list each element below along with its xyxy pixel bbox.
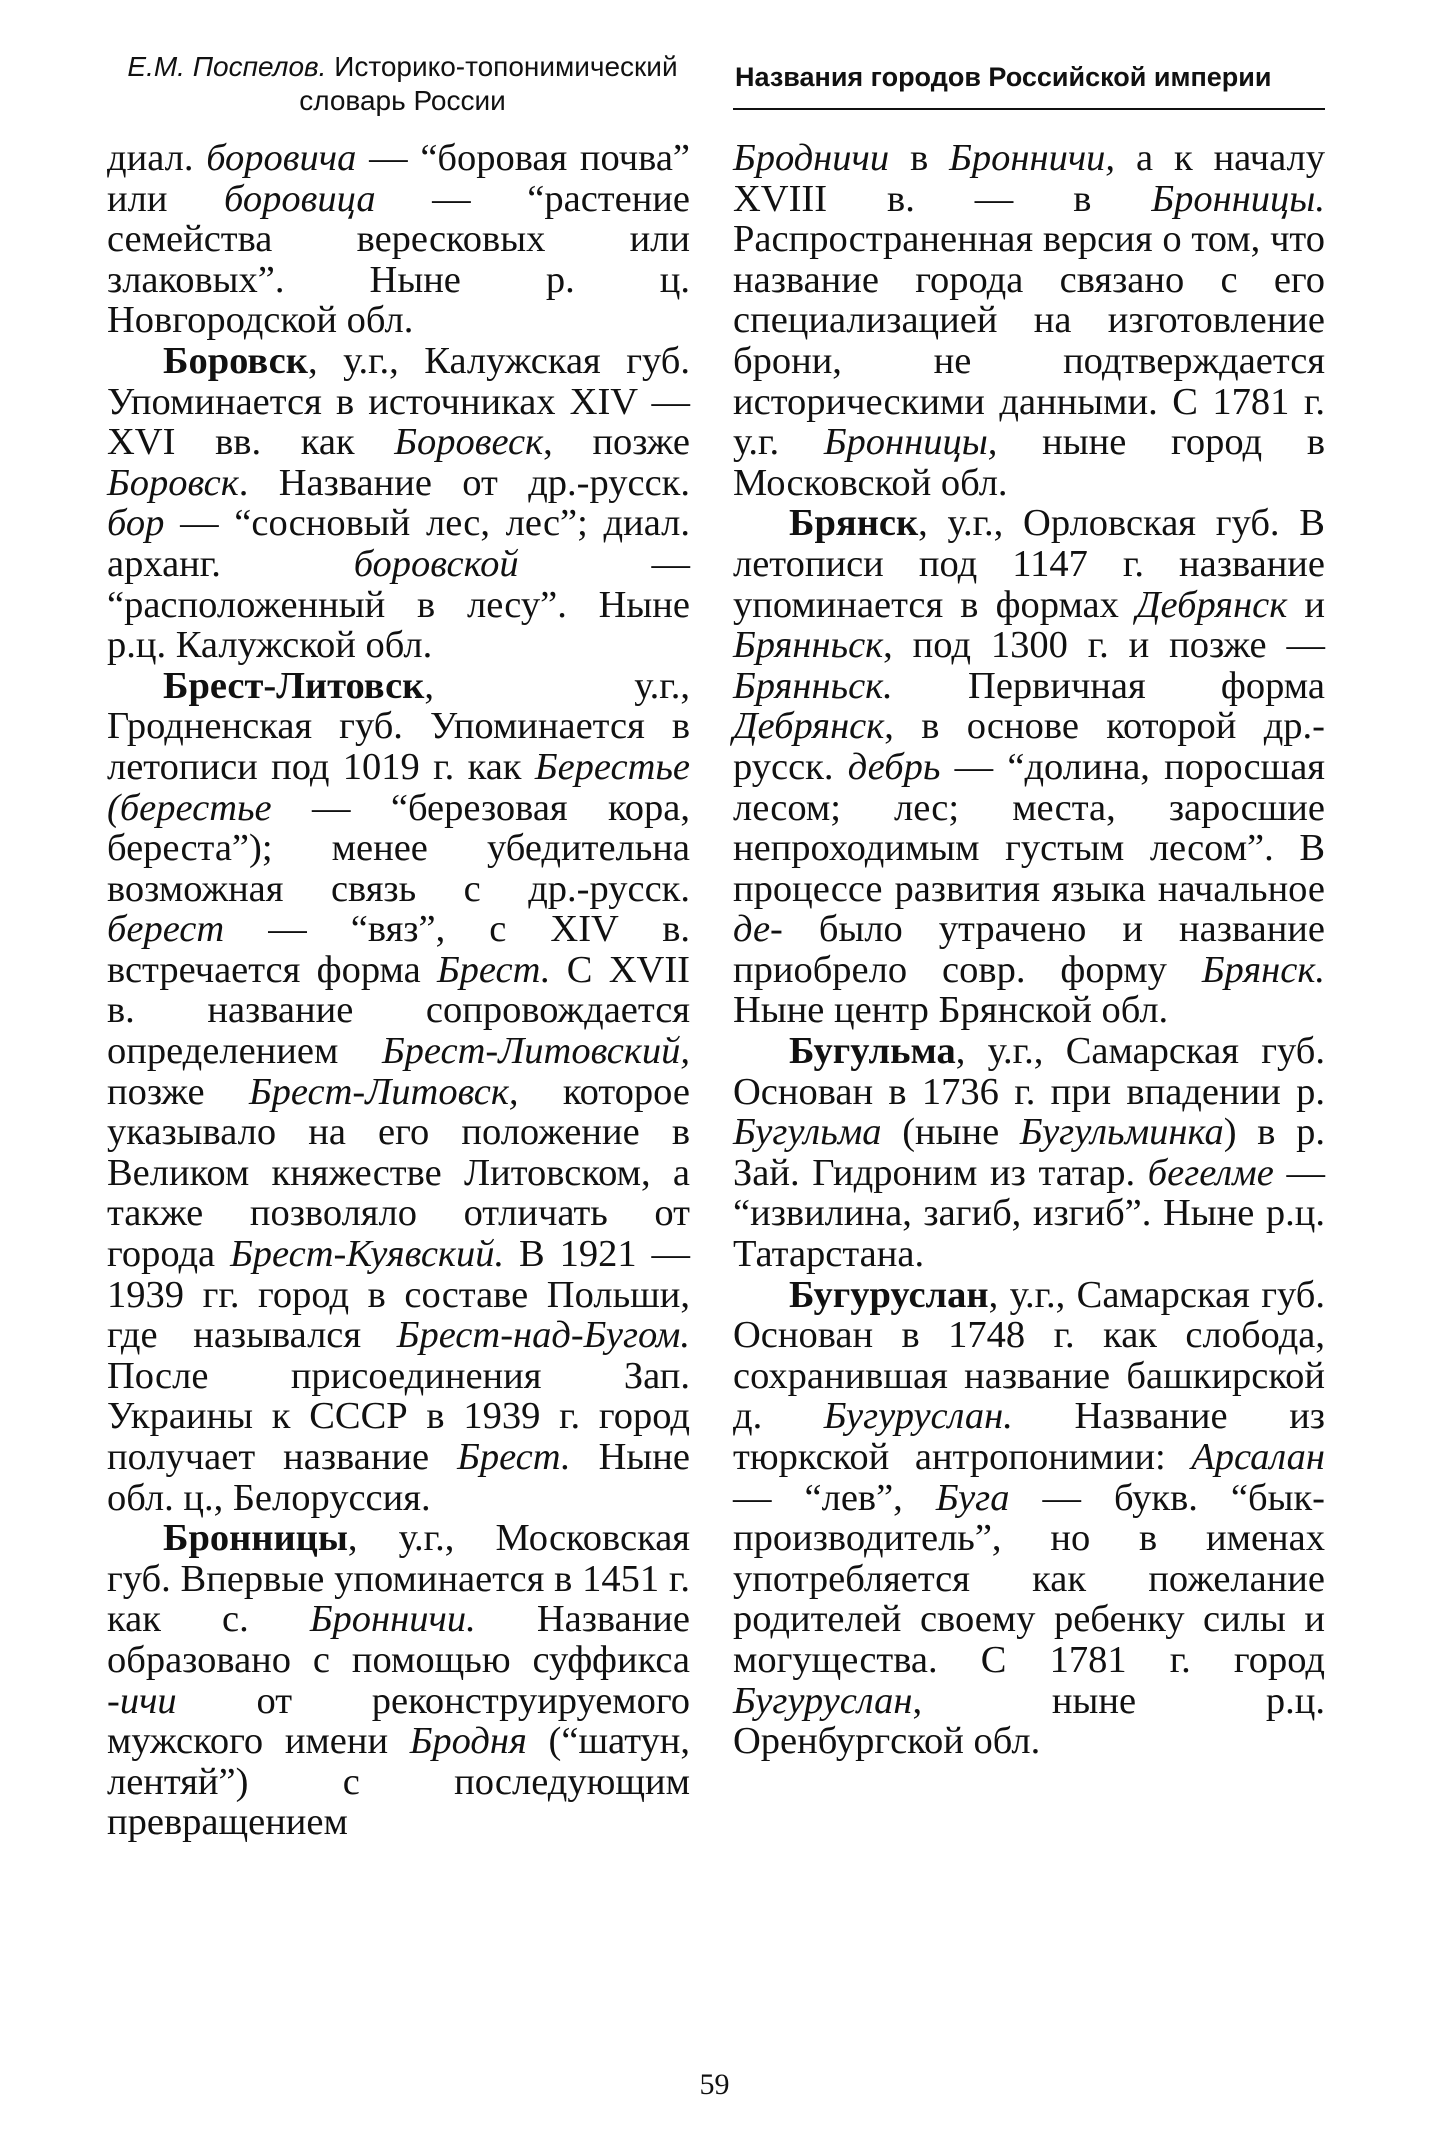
entry-bugulma: Бугульма, у.г., Самарская губ. Основан в 1736 г. при впадении р. Бугульма (ныне Бугульминка) в р. Зай. Гидроним из татар. бегелме — “извилина, загиб, изгиб”. Ныне р.ц. Татарстана. bbox=[733, 1030, 1326, 1276]
entry-bronnitsy: Бронницы, у.г., Московская губ. Впервые упоминается в 1451 г. как с. Бронничи. Название образовано с помощью суффикса -ичи от реконструируемого мужского имени Бродня (“шатун, лентяй”) с последующим превращением bbox=[107, 1517, 690, 1844]
running-head-left-line1 bbox=[115, 50, 690, 84]
entry-continuation: диал. боровича — “боровая почва” или боровица — “растение семейства вересковых или злаковых”. Ныне р. ц. Новгородской обл. bbox=[107, 137, 690, 342]
page-number: 59 bbox=[699, 2068, 730, 2101]
entry-buguruslan: Бугуруслан, у.г., Самарская губ. Основан в 1748 г. как слобода, сохранившая название башкирской д. Бугуруслан. Название из тюркской антропонимии: Арсалан — “лев”, Буга — букв. “бык-производитель”, но в именах употребляется как пожелание родителей своему ребенку силы и могущества. С 1781 г. город Бугуруслан, ныне р.ц. Оренбургской обл. bbox=[733, 1273, 1326, 1763]
left-column bbox=[107, 138, 690, 1843]
headword: Бугуруслан bbox=[789, 1273, 989, 1316]
headword: Бугульма bbox=[789, 1030, 956, 1073]
entry-borovsk: Боровск, у.г., Калужская губ. Упоминается в источниках XIV — XVI вв. как Боровеск, позже Боровск. Название от др.-русск. бор — “сосновый лес, лес”; диал. арханг. боровской — “расположенный в лесу”. Ныне р.ц. Калужской обл. bbox=[107, 339, 690, 667]
headword: Брянск bbox=[789, 502, 919, 545]
running-head-title-part1: Историко-топонимический bbox=[334, 51, 678, 82]
headword: Брест-Литовск bbox=[163, 664, 425, 707]
entry-bryansk: Брянск, у.г., Орловская губ. В летописи под 1147 г. название упоминается в формах Дебрянск и Брянньск, под 1300 г. и позже — Брянньск. Первичная форма Дебрянск, в основе которой др.-русск. дебрь — “долина, поросшая лесом; лес; места, заросшие непроходимым густым лесом”. В процессе развития языка начальное де- было утрачено и название приобрело совр. форму Брянск. Ныне центр Брянской обл. bbox=[733, 502, 1325, 1032]
entry-bronnitsy-continuation: Бродничи в Бронничи, а к началу XVIII в. — в Бронницы. Распространенная версия о том, что название города связано с его специализацией на изготовление брони, не подтверждается историческими данными. С 1781 г. у.г. Бронницы, ныне город в Московской обл. bbox=[733, 137, 1325, 504]
running-head-right: Названия городов Российской империи bbox=[735, 62, 1272, 92]
running-head-left bbox=[115, 50, 690, 118]
header-divider bbox=[733, 108, 1325, 110]
running-head-author: Е.М. Поспелов. bbox=[127, 51, 327, 82]
headword: Бронницы bbox=[163, 1517, 348, 1560]
entry-brest-litovsk: Брест-Литовск, у.г., Гродненская губ. Упоминается в летописи под 1019 г. как Берестье (берестье — “березовая кора, береста”); менее убедительна возможная связь с др.-русск. берест — “вяз”, с XIV в. встречается форма Брест. С XVII в. название сопровождается определением Брест-Литовский, позже Брест-Литовск, которое указывало на его положение в Великом княжестве Литовском, а также позволяло отличать от города Брест-Куявский. В 1921 — 1939 гг. город в составе Польши, где назывался Брест-над-Бугом. После присоединения Зап. Украины к СССР в 1939 г. город получает название Брест. Ныне обл. ц., Белоруссия. bbox=[107, 664, 690, 1519]
right-column bbox=[733, 138, 1325, 1762]
headword: Боровск bbox=[163, 339, 308, 382]
running-head-title-part2: словарь России bbox=[299, 85, 506, 116]
